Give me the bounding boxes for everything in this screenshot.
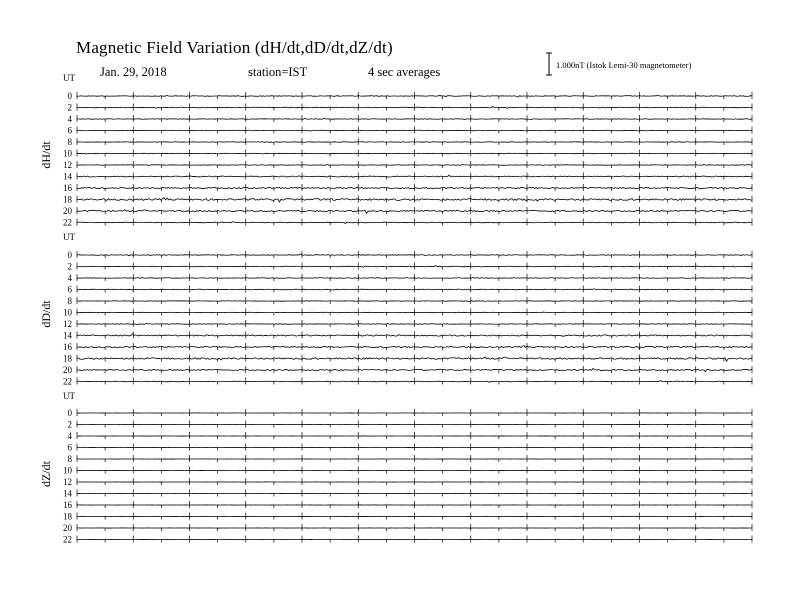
scale-bar-label: 1.000nT (Istok Lemi-30 magnetometer): [556, 60, 692, 70]
row-tick-label: 2: [67, 419, 72, 430]
row-tick-label: 12: [63, 477, 72, 487]
row-tick-label: 10: [63, 148, 72, 159]
ut-label: UT: [63, 73, 75, 83]
row-tick-label: 16: [63, 183, 72, 193]
row-tick-label: 12: [63, 319, 72, 329]
ut-label: UT: [63, 232, 75, 242]
date-label: Jan. 29, 2018: [100, 65, 167, 79]
station-label: station=IST: [248, 65, 308, 79]
ut-label: UT: [63, 391, 75, 401]
panel-ylabel: dH/dt: [39, 141, 53, 169]
row-tick-label: 8: [67, 137, 72, 147]
row-tick-label: 20: [63, 365, 72, 375]
row-tick-label: 12: [63, 160, 72, 170]
row-tick-label: 14: [63, 488, 72, 499]
row-tick-label: 2: [67, 261, 72, 272]
row-tick-label: 6: [67, 442, 72, 453]
row-tick-label: 10: [63, 465, 72, 476]
row-tick-label: 16: [63, 342, 72, 352]
row-tick-label: 4: [67, 273, 72, 283]
row-tick-label: 6: [67, 125, 72, 136]
row-tick-label: 14: [63, 330, 72, 341]
averaging-label: 4 sec averages: [368, 65, 441, 79]
row-tick-label: 22: [63, 534, 72, 545]
row-tick-label: 4: [67, 431, 72, 441]
row-tick-label: 18: [63, 511, 72, 522]
row-tick-label: 20: [63, 206, 72, 216]
row-tick-label: 8: [67, 454, 72, 464]
row-tick-label: 0: [67, 408, 72, 418]
row-tick-label: 14: [63, 171, 72, 182]
row-tick-label: 18: [63, 353, 72, 364]
row-tick-label: 22: [63, 376, 72, 387]
row-tick-label: 2: [67, 102, 72, 113]
panel-ylabel: dZ/dt: [39, 461, 53, 487]
row-tick-label: 4: [67, 114, 72, 124]
row-tick-label: 20: [63, 523, 72, 533]
row-tick-label: 18: [63, 194, 72, 205]
row-tick-label: 22: [63, 217, 72, 228]
row-tick-label: 10: [63, 307, 72, 318]
row-tick-label: 0: [67, 250, 72, 260]
chart-title: Magnetic Field Variation (dH/dt,dD/dt,dZ/dt): [76, 38, 393, 57]
row-tick-label: 6: [67, 284, 72, 295]
panel-ylabel: dD/dt: [39, 300, 53, 328]
row-tick-label: 0: [67, 91, 72, 101]
row-tick-label: 16: [63, 500, 72, 510]
row-tick-label: 8: [67, 296, 72, 306]
